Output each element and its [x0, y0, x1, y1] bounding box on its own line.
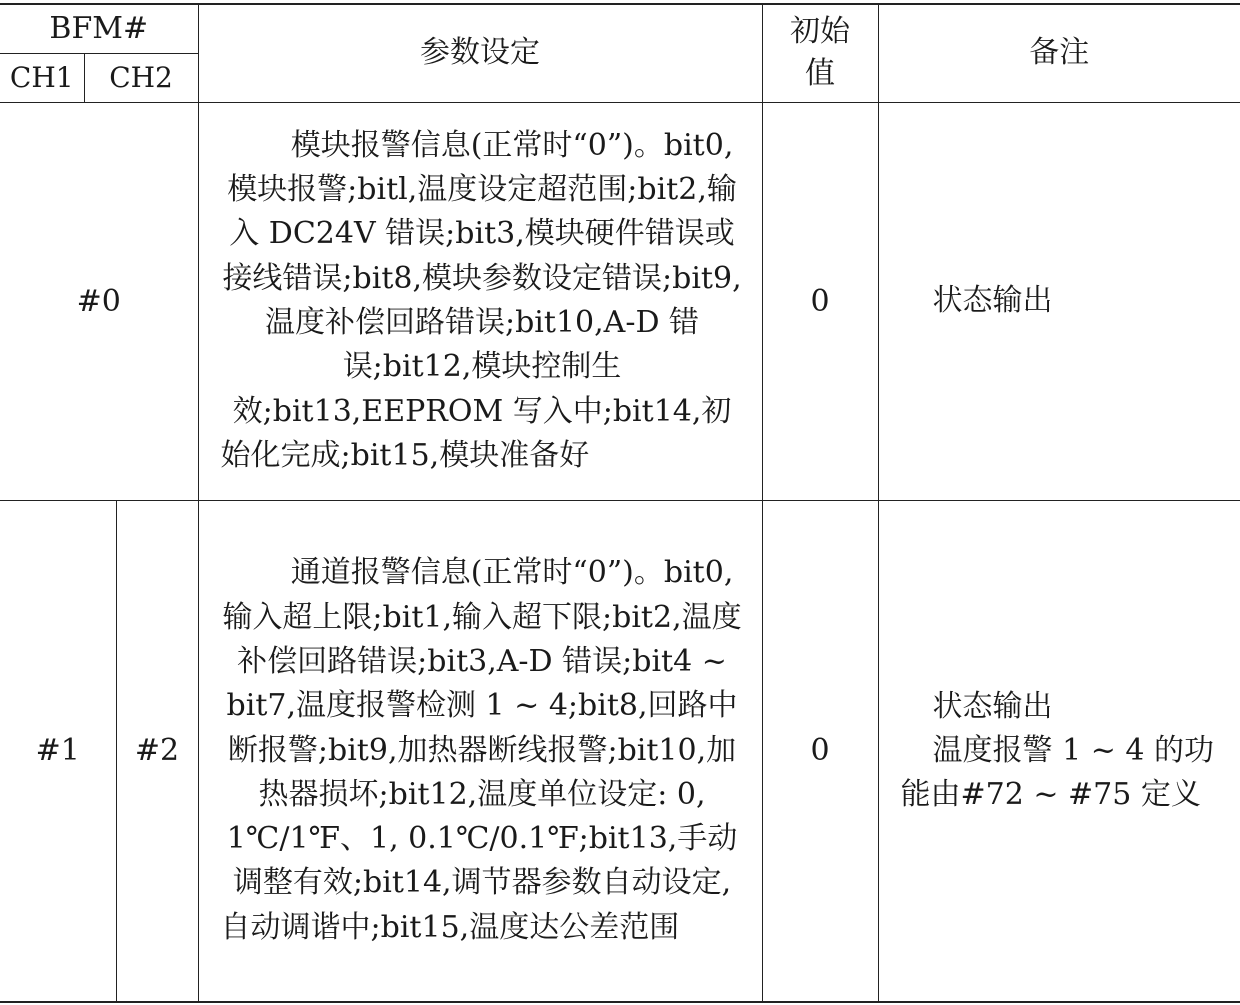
param-description: [198, 500, 762, 1002]
bfm-parameter-table: [0, 3, 1240, 1003]
initial-value: 0: [762, 500, 878, 1002]
bfm-ch1-number: #1: [0, 500, 116, 1002]
header-bfm: BFM#: [0, 4, 198, 53]
remark-line: 能由#72 ~ #75 定义: [900, 776, 1201, 812]
remark-line: 状态输出: [932, 688, 1053, 724]
initial-value: 0: [762, 102, 878, 500]
header-initial-line2: 值: [805, 56, 836, 92]
header-remark: 备注: [878, 4, 1240, 102]
bfm-ch2-number: #2: [116, 500, 198, 1002]
header-ch2: CH2: [84, 53, 198, 102]
remark-cell: [878, 500, 1240, 1002]
bfm-number: #0: [0, 102, 198, 500]
header-initial: [762, 4, 878, 102]
header-ch1: CH1: [0, 53, 84, 102]
param-description: [198, 102, 762, 500]
remark-cell: [878, 102, 1240, 500]
remark-line: 温度报警 1 ~ 4 的功: [932, 732, 1214, 768]
table-row: [0, 102, 1240, 500]
header-initial-line1: 初始: [790, 14, 851, 50]
header-param: 参数设定: [198, 4, 762, 102]
param-description-text: 通道报警信息(正常时“0”)。bit0,输入超上限;bit1,输入超下限;bit2,温度补偿回路错误;bit3,A-D 错误;bit4 ~ bit7,温度报警检测 1 ~ 4;bit8,回路中断报警;bit9,加热器断线报警;bit10,加热器损坏;bit12,温度单位设定: 0, 1℃/1℉、1, 0.1℃/0.1℉;bit13,手动调整有效;bit14,调节器参数自动设定,自动调谐中;bit15,温度达公差范围: [220, 555, 742, 945]
remark-text: 状态输出: [932, 283, 1053, 318]
param-description-text: 模块报警信息(正常时“0”)。bit0,模块报警;bitl,温度设定超范围;bit2,输入 DC24V 错误;bit3,模块硬件错误或接线错误;bit8,模块参数设定错误;bit9,温度补偿回路错误;bit10,A-D 错误;bit12,模块控制生效;bit13,EEPROM 写入中;bit14,初始化完成;bit15,模块准备好: [220, 127, 742, 473]
table-row: [0, 500, 1240, 1002]
